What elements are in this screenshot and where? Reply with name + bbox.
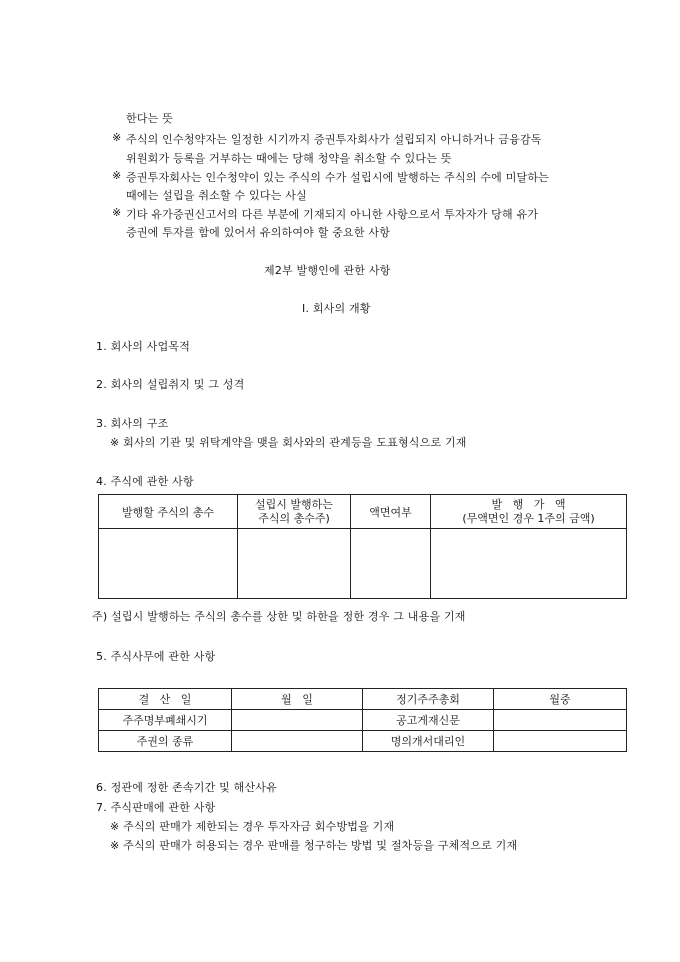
affairs-cell: 공고게재신문 bbox=[363, 710, 494, 731]
header-line: 주식의 총수주) bbox=[258, 511, 330, 525]
affairs-cell: 주주명부폐쇄시기 bbox=[99, 710, 232, 731]
note-mark: ※ bbox=[112, 131, 122, 144]
note-3 bbox=[112, 206, 538, 222]
note-text: 기타 유가증권신고서의 다른 부분에 기재되지 아니한 사항으로서 투자자가 당해 유가 bbox=[126, 208, 539, 221]
section-2-heading: 2. 회사의 설립취지 및 그 성격 bbox=[96, 378, 245, 391]
affairs-cell: 결 산 일 bbox=[99, 689, 232, 710]
affairs-cell: 명의개서대리인 bbox=[363, 731, 494, 752]
stock-header-total: 발행할 주식의 총수 bbox=[99, 495, 238, 529]
stock-header-par: 액면여부 bbox=[351, 495, 431, 529]
affairs-cell: 주권의 종류 bbox=[99, 731, 232, 752]
affairs-cell bbox=[232, 710, 363, 731]
stock-header-price bbox=[431, 495, 627, 529]
section-3-heading: 3. 회사의 구조 bbox=[96, 417, 169, 430]
section-5-heading: 5. 주식사무에 관한 사항 bbox=[96, 650, 216, 663]
affairs-table bbox=[98, 688, 627, 752]
affairs-cell bbox=[494, 710, 627, 731]
section-3-note: ※ 회사의 기관 및 위탁계약을 맺을 회사와의 관계등을 도표형식으로 기재 bbox=[110, 436, 467, 449]
section-7-note-2: ※ 주식의 판매가 허용되는 경우 판매를 청구하는 방법 및 절차등을 구체적으로 기재 bbox=[110, 839, 518, 852]
stock-cell-empty bbox=[431, 529, 627, 599]
stock-header-founding bbox=[238, 495, 351, 529]
header-line: 설립시 발행하는 bbox=[255, 497, 333, 511]
section-4-footnote: 주) 설립시 발행하는 주식의 총수를 상한 및 하한을 정한 경우 그 내용을 기재 bbox=[92, 610, 466, 623]
section-7-heading: 7. 주식판매에 관한 사항 bbox=[96, 801, 216, 814]
stock-cell-empty bbox=[238, 529, 351, 599]
stock-cell-empty bbox=[351, 529, 431, 599]
note-text: 증권투자회사는 인수청약이 있는 주식의 수가 설립시에 발행하는 주식의 수에 미달하는 bbox=[126, 171, 550, 184]
affairs-cell: 월 일 bbox=[232, 689, 363, 710]
section-7-note-1: ※ 주식의 판매가 제한되는 경우 투자자금 회수방법을 기재 bbox=[110, 820, 395, 833]
affairs-cell: 월중 bbox=[494, 689, 627, 710]
note-mark: ※ bbox=[112, 169, 122, 182]
note-1 bbox=[112, 131, 542, 147]
note-2-cont: 때에는 설립을 취소할 수 있다는 사실 bbox=[126, 189, 307, 202]
note-text: 주식의 인수청약자는 일정한 시기까지 증권투자회사가 설립되지 아니하거나 금융감독 bbox=[126, 133, 542, 146]
affairs-cell bbox=[494, 731, 627, 752]
section-4-heading: 4. 주식에 관한 사항 bbox=[96, 475, 194, 488]
section-1-heading: 1. 회사의 사업목적 bbox=[96, 340, 191, 353]
section-6-heading: 6. 정관에 정한 존속기간 및 해산사유 bbox=[96, 781, 277, 794]
chapter-title: I. 회사의 개황 bbox=[302, 302, 371, 315]
note-3-cont: 증권에 투자를 함에 있어서 유의하여야 할 중요한 사항 bbox=[126, 226, 391, 239]
header-line: (무액면인 경우 1주의 금액) bbox=[462, 511, 595, 525]
note-2 bbox=[112, 169, 549, 185]
intro-line: 한다는 뜻 bbox=[126, 112, 174, 125]
stock-cell-empty bbox=[99, 529, 238, 599]
affairs-cell bbox=[232, 731, 363, 752]
header-line: 발 행 가 액 bbox=[491, 497, 566, 511]
affairs-cell: 정기주주총회 bbox=[363, 689, 494, 710]
part-title: 제2부 발행인에 관한 사항 bbox=[264, 264, 391, 277]
note-mark: ※ bbox=[112, 206, 122, 219]
note-1-cont: 위원회가 등록을 거부하는 때에는 당해 청약을 취소할 수 있다는 뜻 bbox=[126, 152, 452, 165]
stock-table bbox=[98, 494, 627, 599]
